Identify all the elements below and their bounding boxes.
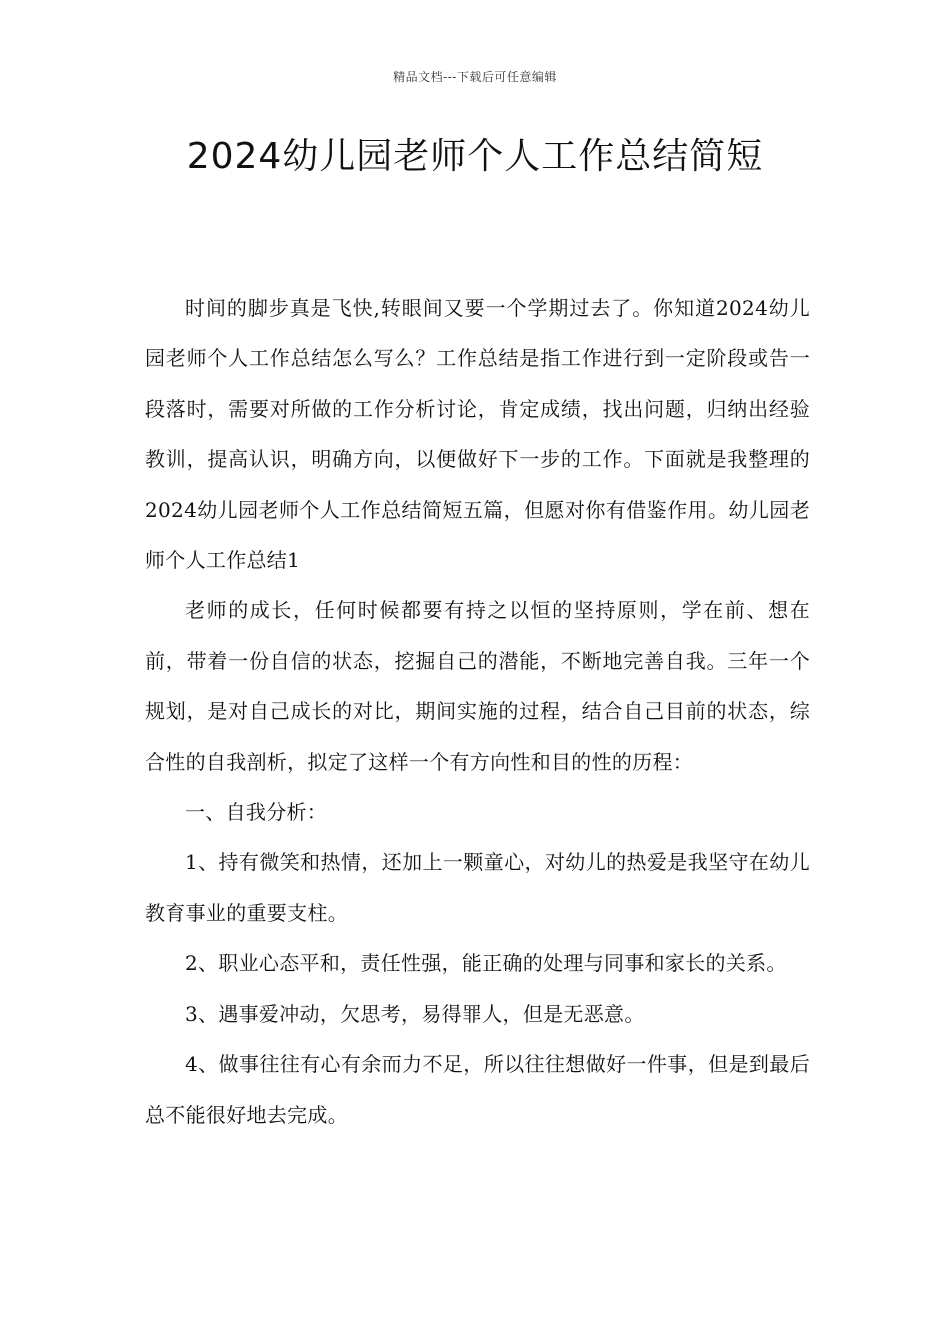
section-heading-self-analysis: 一、自我分析： [185,800,328,825]
document-title: 2024幼儿园老师个人工作总结简短 [186,136,764,177]
document-body [145,283,810,1140]
header-note: 精品文档---下载后可任意编辑 [393,70,557,84]
paragraph-intro: 时间的脚步真是飞快,转眼间又要一个学期过去了。你知道2024幼儿园老师个人工作总结怎么写么？工作总结是指工作进行到一定阶段或告一段落时，需要对所做的工作分析讨论，肯定成绩，找出问题，归纳出经验教训，提高认识，明确方向，以便做好下一步的工作。下面就是我整理的2024幼儿园老师个人工作总结简短五篇，但愿对你有借鉴作用。幼儿园老师个人工作总结1 [145,296,810,573]
list-item-3: 3、遇事爱冲动，欠思考，易得罪人，但是无恶意。 [185,1001,645,1026]
list-item-1: 1、持有微笑和热情，还加上一颗童心，对幼儿的热爱是我坚守在幼儿教育事业的重要支柱。 [145,850,810,925]
list-item-4: 4、做事往往有心有余而力不足，所以往往想做好一件事，但是到最后总不能很好地去完成。 [145,1052,810,1127]
paragraph-growth: 老师的成长，任何时候都要有持之以恒的坚持原则，学在前、想在前，带着一份自信的状态，挖掘自己的潜能，不断地完善自我。三年一个规划，是对自己成长的对比，期间实施的过程，结合自己目前的状态，综合性的自我剖析，拟定了这样一个有方向性和目的性的历程： [145,598,810,774]
list-item-2: 2、职业心态平和，责任性强，能正确的处理与同事和家长的关系。 [185,951,787,976]
